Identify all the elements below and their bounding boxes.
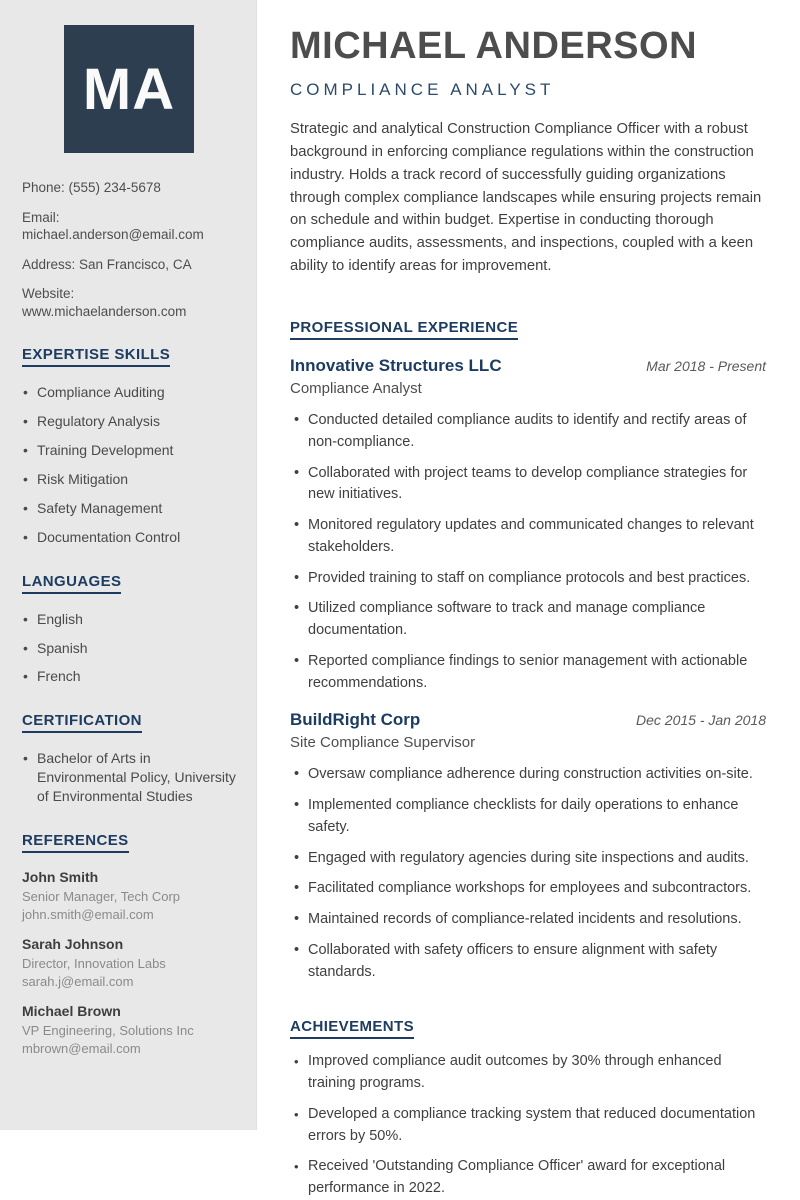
expertise-skills-list (22, 383, 236, 546)
job-bullet: • Facilitated compliance workshops for employees and subcontractors. (290, 878, 766, 900)
reference-email: john.smith@email.com (22, 906, 154, 922)
reference-entry (22, 869, 236, 923)
resume-sidebar (0, 0, 257, 1130)
contact-line: Address: San Francisco, CA (22, 256, 192, 272)
job-bullet: • Oversaw compliance adherence during construction activities on-site. (290, 764, 766, 786)
reference-title: Director, Innovation Labs (22, 956, 166, 972)
languages-section (22, 573, 236, 687)
job-dates: Dec 2015 - Jan 2018 (636, 712, 766, 729)
language-item: • Spanish (22, 639, 236, 658)
certification-list (22, 749, 236, 806)
language-item: • French (22, 667, 236, 686)
skill-item: • Training Development (22, 441, 236, 460)
reference-entry (22, 936, 236, 990)
job-header (290, 710, 766, 730)
company-name: Innovative Structures LLC (290, 356, 502, 376)
skill-item: • Compliance Auditing (22, 383, 236, 402)
job-bullet: • Conducted detailed compliance audits to identify and rectify areas of non-compliance. (290, 410, 766, 454)
person-name: MICHAEL ANDERSON (290, 25, 698, 67)
contact-info (22, 179, 236, 320)
certification-section (22, 712, 236, 806)
job-bullet: • Implemented compliance checklists for daily operations to enhance safety. (290, 795, 766, 839)
job-bullet-list (290, 764, 766, 983)
person-job-title: COMPLIANCE ANALYST (290, 79, 555, 99)
achievement-bullet: • Developed a compliance tracking system that reduced documentation errors by 50%. (290, 1104, 766, 1148)
languages-list (22, 610, 236, 687)
reference-name: John Smith (22, 868, 99, 885)
job-bullet: • Maintained records of compliance-related incidents and resolutions. (290, 909, 766, 931)
summary-paragraph: Strategic and analytical Construction Compliance Officer with a robust background in enforcing compliance regulations within the construction industry. Holds a track record of successfully guiding organizations through complex compliance landscapes while ensuring projects remain on schedule and within budget. Expertise in conducting thorough compliance audits, assessments, and inspections, coupled with a keen ability to identify areas for improvement. (290, 120, 762, 275)
job-role: Site Compliance Supervisor (290, 734, 476, 752)
reference-title: VP Engineering, Solutions Inc (22, 1023, 194, 1039)
achievement-bullet: • Improved compliance audit outcomes by 30% through enhanced training programs. (290, 1051, 766, 1095)
job-role: Compliance Analyst (290, 380, 422, 398)
achievement-bullet: • Received 'Outstanding Compliance Officer' award for exceptional performance in 2022. (290, 1156, 766, 1200)
professional-experience-heading: PROFESSIONAL EXPERIENCE (290, 319, 518, 340)
job-bullet: • Collaborated with safety officers to ensure alignment with safety standards. (290, 940, 766, 984)
job-bullet: • Monitored regulatory updates and communicated changes to relevant stakeholders. (290, 515, 766, 559)
expertise-skills-heading: EXPERTISE SKILLS (22, 346, 170, 367)
skill-item: • Documentation Control (22, 528, 236, 547)
references-section (22, 832, 236, 1057)
reference-entry (22, 1003, 236, 1057)
job-header (290, 356, 766, 376)
language-item: • English (22, 610, 236, 629)
reference-name: Sarah Johnson (22, 936, 124, 953)
achievements-heading: ACHIEVEMENTS (290, 1018, 414, 1039)
contact-line: Website: www.michaelanderson.com (22, 286, 187, 319)
skill-item: • Risk Mitigation (22, 470, 236, 489)
company-name: BuildRight Corp (290, 710, 421, 730)
reference-name: Michael Brown (22, 1003, 121, 1020)
contact-line: Email: michael.anderson@email.com (22, 209, 204, 243)
reference-title: Senior Manager, Tech Corp (22, 888, 181, 904)
job-entry-innovative-structures (290, 356, 766, 694)
monogram-badge (64, 25, 194, 153)
job-bullet: • Engaged with regulatory agencies during site inspections and audits. (290, 848, 766, 870)
contact-line: Phone: (555) 234-5678 (22, 180, 161, 195)
job-dates: Mar 2018 - Present (646, 358, 766, 375)
achievements-list (290, 1051, 766, 1200)
languages-heading: LANGUAGES (22, 573, 121, 594)
references-list (22, 869, 236, 1057)
job-bullet: • Utilized compliance software to track and manage compliance documentation. (290, 598, 766, 642)
job-entry-buildright-corp (290, 710, 766, 983)
references-heading: REFERENCES (22, 832, 129, 853)
job-bullet: • Collaborated with project teams to develop compliance strategies for new initiatives. (290, 463, 766, 507)
skill-item: • Regulatory Analysis (22, 412, 236, 431)
job-bullet: • Reported compliance findings to senior management with actionable recommendations. (290, 651, 766, 695)
monogram-initials: MA (82, 56, 176, 122)
job-bullet-list (290, 410, 766, 694)
expertise-skills-section (22, 346, 236, 546)
certification-item: • Bachelor of Arts in Environmental Policy, University of Environmental Studies (22, 749, 236, 806)
reference-email: sarah.j@email.com (22, 973, 134, 989)
job-bullet: • Provided training to staff on compliance protocols and best practices. (290, 568, 766, 590)
certification-heading: CERTIFICATION (22, 712, 142, 733)
skill-item: • Safety Management (22, 499, 236, 518)
resume-main (257, 0, 800, 1200)
reference-email: mbrown@email.com (22, 1040, 141, 1056)
